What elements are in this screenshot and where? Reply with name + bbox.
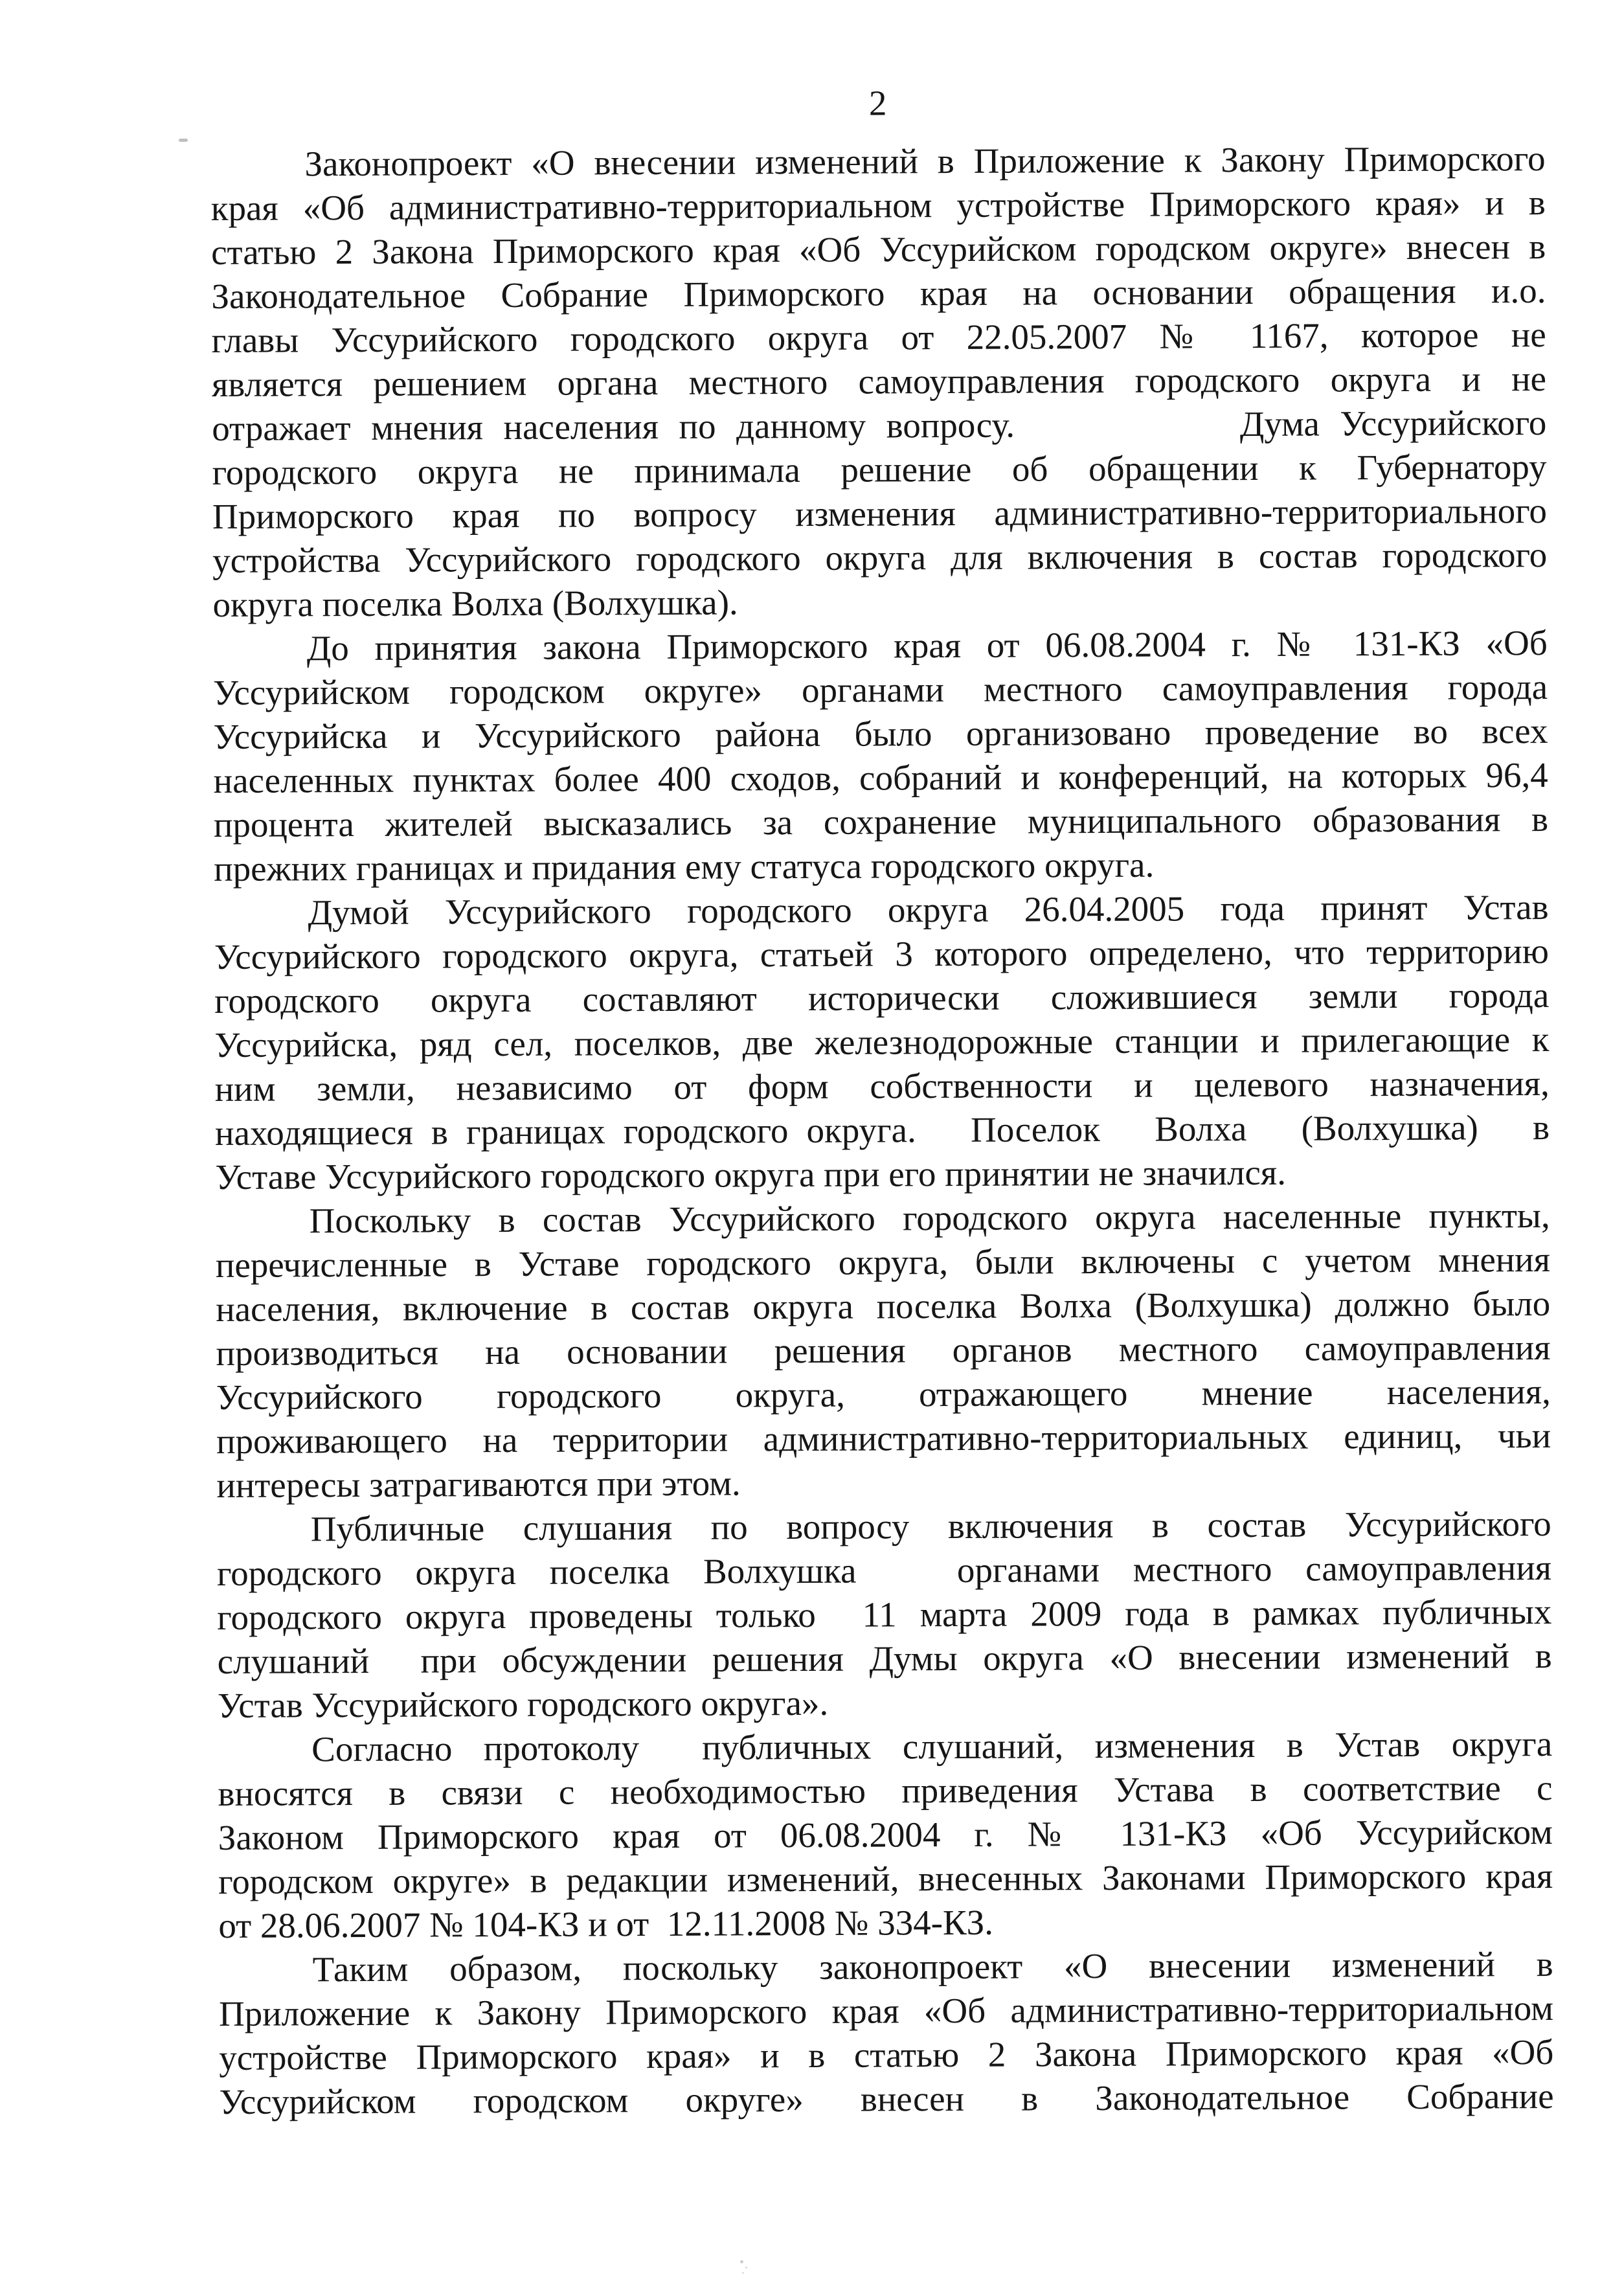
text-line: Таким образом, поскольку законопроект «О внесении изменений в [312, 1943, 1553, 1989]
paragraph [210, 137, 1547, 627]
text-line: отражает мнения населения по данному вопросу. Дума Уссурийского [212, 403, 1547, 448]
scan-artifact-left [179, 139, 188, 142]
text-line: Уссурийска и Уссурийского района было организовано проведение во всех [213, 710, 1548, 756]
text-line: населенных пунктах более 400 сходов, собраний и конференций, на которых 96,4 [213, 754, 1548, 800]
text-line: Устав Уссурийского городского округа». [217, 1682, 829, 1725]
text-line: Приморского края по вопросу изменения административно-территориального [212, 491, 1548, 536]
paragraph [219, 1942, 1554, 2124]
text-line: Уссурийского городского округа, статьей 3 которого определено, что территорию [214, 931, 1549, 977]
page-number: 2 [868, 83, 887, 123]
page-content [210, 78, 1554, 2124]
paragraph [218, 1722, 1553, 1948]
text-line: Законопроект «О внесении изменений в Приложение к Закону Приморского [304, 139, 1546, 184]
text-line: статью 2 Закона Приморского края «Об Уссурийском городском округе» внесен в [210, 227, 1546, 272]
text-line: ним земли, независимо от форм собственности и целевого назначения, [214, 1063, 1550, 1109]
text-line: Поскольку в состав Уссурийского городского округа населенные пункты, [309, 1195, 1550, 1241]
text-line: Уссурийского городского округа, отражающего мнение населения, [216, 1371, 1551, 1417]
text-line: Уссурийска, ряд сел, поселков, две железнодорожные станции и прилегающие к [214, 1019, 1550, 1065]
text-line: устройства Уссурийского городского округа для включения в состав городского [212, 535, 1548, 580]
scan-artifact-bottom [740, 2260, 743, 2263]
text-line: производиться на основании решения органов местного самоуправления [216, 1327, 1551, 1373]
text-line: городского округа проведены только 11 марта 2009 года в рамках публичных [217, 1591, 1552, 1637]
text-line: главы Уссурийского городского округа от 22.05.2007 № 1167, которое не [211, 315, 1546, 360]
text-line: устройстве Приморского края» и в статью 2 Закона Приморского края «Об [219, 2032, 1554, 2078]
text-line: Уссурийском городском округе» органами местного самоуправления города [212, 666, 1548, 712]
text-line: прежних границах и придания ему статуса городского округа. [214, 844, 1155, 889]
text-line: вносятся в связи с необходимостью приведения Устава в соответствие с [218, 1767, 1553, 1813]
text-line: городского округа составляют исторически сложившиеся земли города [214, 975, 1550, 1021]
text-line: от 28.06.2007 № 104-КЗ и от 12.11.2008 № 334-КЗ. [218, 1902, 994, 1945]
text-line: Думой Уссурийского городского округа 26.04.2005 года принят Устав [308, 887, 1549, 933]
text-line: слушаний при обсуждении решения Думы округа «О внесении изменений в [217, 1635, 1552, 1681]
text-line: Законодательное Собрание Приморского края на основании обращения и.о. [211, 271, 1546, 316]
text-line: городского округа поселка Волхушка органами местного самоуправления [216, 1547, 1552, 1593]
text-line: является решением органа местного самоуправления городского округа и не [211, 359, 1547, 404]
document-body [210, 137, 1553, 2124]
text-line: До принятия закона Приморского края от 06.08.2004 г. № 131-КЗ «Об [306, 622, 1548, 668]
text-line: городском округе» в редакции изменений, внесенных Законами Приморского края [218, 1855, 1553, 1901]
text-line: края «Об административно-территориальном устройстве Приморского края» и в [210, 183, 1546, 228]
paragraph [216, 1194, 1551, 1508]
text-line: городского округа не принимала решение об обращении к Губернатору [212, 447, 1547, 492]
text-line: перечисленные в Уставе городского округа, были включены с учетом мнения [215, 1239, 1551, 1285]
text-line: проживающего на территории административно-территориальных единиц, чьи [216, 1415, 1551, 1461]
text-line: Уставе Уссурийского городского округа при его принятии не значился. [215, 1152, 1287, 1197]
paragraph [217, 1502, 1552, 1728]
text-line: Законом Приморского края от 06.08.2004 г. № 131-КЗ «Об Уссурийском [218, 1811, 1553, 1857]
text-line: Публичные слушания по вопросу включения в состав Уссурийского [310, 1503, 1551, 1549]
text-line: Приложение к Закону Приморского края «Об административно-территориальном [218, 1988, 1554, 2033]
text-line: округа поселка Волха (Волхушка). [212, 582, 738, 624]
text-line: процента жителей высказались за сохранение муниципального образования в [213, 799, 1549, 844]
text-line: интересы затрагиваются при этом. [216, 1463, 741, 1505]
text-line: населения, включение в состав округа поселка Волха (Волхушка) должно было [216, 1283, 1551, 1329]
text-line: находящиеся в границах городского округа. Поселок Волха (Волхушка) в [214, 1107, 1550, 1153]
text-line: Согласно протоколу публичных слушаний, изменения в Устав округа [311, 1723, 1553, 1769]
paragraph [213, 621, 1549, 891]
text-line: Уссурийском городском округе» внесен в Законодательное Собрание [219, 2076, 1554, 2122]
paragraph [214, 885, 1550, 1199]
